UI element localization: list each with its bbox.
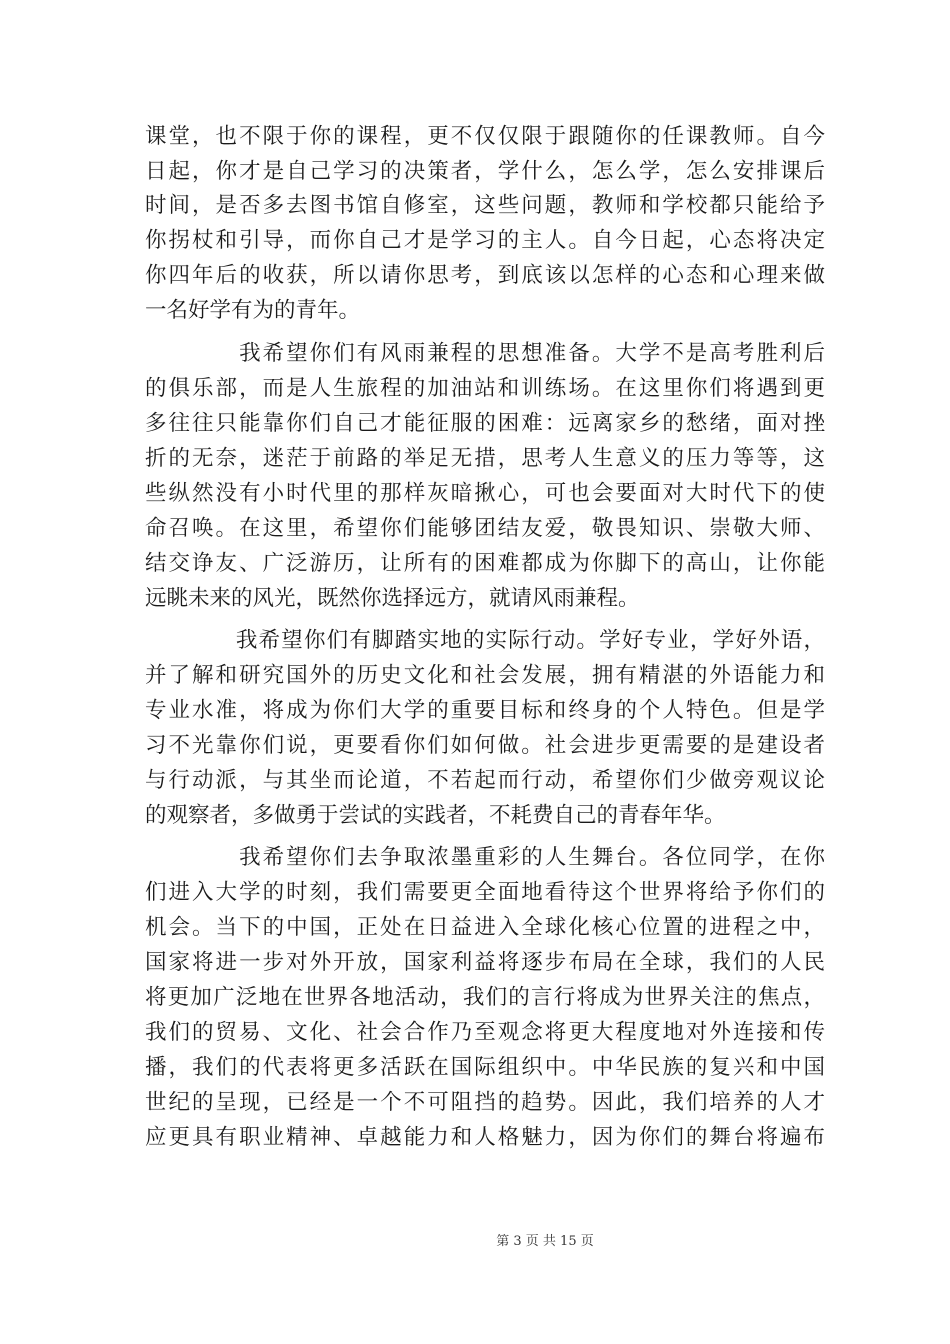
text-line: 你四年后的收获，所以请你思考，到底该以怎样的心态和心理来做 (145, 263, 825, 288)
paragraph-first-line: 我希望你们有风雨兼程的思想准备。大学不是高考胜利后 (145, 341, 825, 366)
page-footer: 第 3 页 共 15 页 (496, 1234, 594, 1249)
text-line: 结交诤友、广泛游历，让所有的困难都成为你脚下的高山，让你能 (145, 551, 825, 576)
text-line: 机会。当下的中国，正处在日益进入全球化核心位置的进程之中， (145, 915, 825, 940)
text-line: 课堂，也不限于你的课程，更不仅仅限于跟随你的任课教师。自今 (145, 124, 825, 149)
text-line: 命召唤。在这里，希望你们能够团结友爱，敬畏知识、崇敬大师、 (145, 516, 825, 541)
text-line: 专业水准，将成为你们大学的重要目标和终身的个人特色。但是学 (145, 698, 825, 723)
text-line: 与行动派，与其坐而论道，不若起而行动，希望你们少做旁观议论 (145, 768, 825, 793)
text-line: 你拐杖和引导，而你自己才是学习的主人。自今日起，心态将决定 (145, 228, 825, 253)
text-line: 的俱乐部，而是人生旅程的加油站和训练场。在这里你们将遇到更 (145, 376, 825, 401)
text-line: 们进入大学的时刻，我们需要更全面地看待这个世界将给予你们的 (145, 880, 825, 905)
text-line: 一名好学有为的青年。 (145, 298, 361, 323)
text-line: 的观察者，多做勇于尝试的实践者，不耗费自己的青春年华。 (145, 803, 726, 828)
text-line: 应更具有职业精神、卓越能力和人格魅力，因为你们的舞台将遍布 (145, 1125, 825, 1150)
text-line: 国家将进一步对外开放，国家利益将逐步布局在全球，我们的人民 (145, 950, 825, 975)
text-line: 远眺未来的风光，既然你选择远方，就请风雨兼程。 (145, 586, 640, 611)
text-line: 我们的贸易、文化、社会合作乃至观念将更大程度地对外连接和传 (145, 1020, 825, 1045)
text-line: 多往往只能靠你们自己才能征服的困难：远离家乡的愁绪，面对挫 (145, 411, 825, 436)
text-line: 折的无奈，迷茫于前路的举足无措，思考人生意义的压力等等，这 (145, 446, 825, 471)
text-line: 习不光靠你们说，更要看你们如何做。社会进步更需要的是建设者 (145, 733, 825, 758)
paragraph-first-line: 我希望你们去争取浓墨重彩的人生舞台。各位同学，在你 (145, 845, 825, 870)
paragraph-first-line: 我希望你们有脚踏实地的实际行动。学好专业，学好外语， (145, 628, 825, 653)
text-line: 世纪的呈现，已经是一个不可阻挡的趋势。因此，我们培养的人才 (145, 1090, 825, 1115)
text-line: 将更加广泛地在世界各地活动，我们的言行将成为世界关注的焦点， (145, 985, 825, 1010)
text-line: 并了解和研究国外的历史文化和社会发展，拥有精湛的外语能力和 (145, 663, 825, 688)
text-line: 时间，是否多去图书馆自修室，这些问题，教师和学校都只能给予 (145, 193, 825, 218)
text-line: 播，我们的代表将更多活跃在国际组织中。中华民族的复兴和中国 (145, 1055, 825, 1080)
text-line: 日起，你才是自己学习的决策者，学什么，怎么学，怎么安排课后 (145, 159, 825, 184)
text-line: 些纵然没有小时代里的那样灰暗揪心，可也会要面对大时代下的使 (145, 481, 825, 506)
